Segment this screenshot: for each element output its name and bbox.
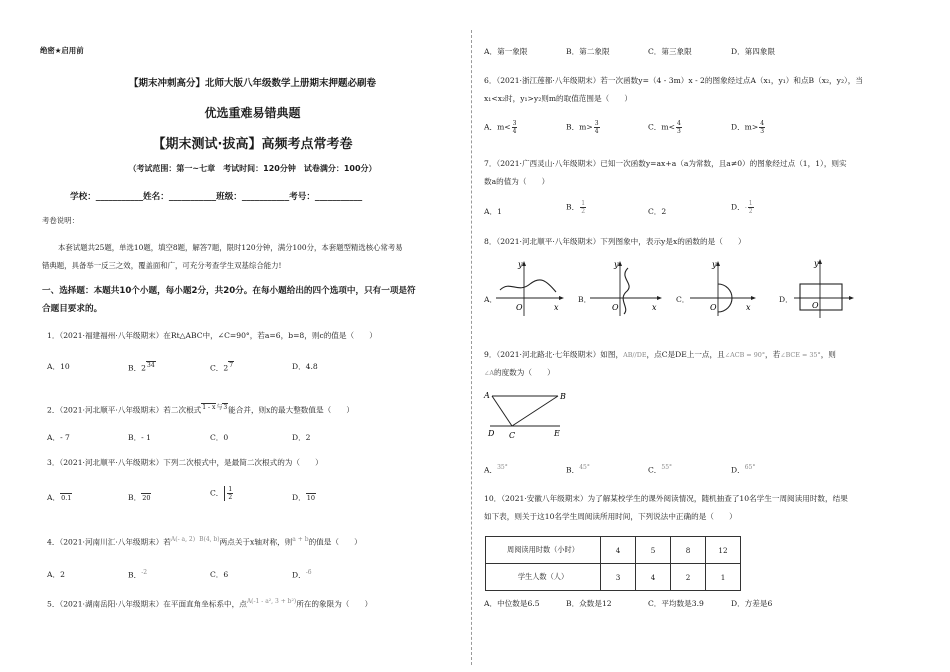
table-row [486, 537, 741, 564]
q10-option-c: C．平均数是3.9 [648, 599, 704, 608]
q4-expression: a + b [292, 536, 309, 543]
question-1-stem: 1．（2021·福建福州·八年级期末）在Rt△ABC中，∠C=90°，若a=6，b=8，则c的值是（ ） [47, 331, 377, 340]
question-3-stem: 3．（2021·河北顺平·八年级期末）下列二次根式中，是最简二次根式的为（ ） [47, 458, 323, 467]
q9-option-b: B．$^{45^\circ}$ [566, 464, 590, 475]
q9-label-b: B [560, 392, 566, 401]
q8-c-y-label: y [712, 260, 717, 269]
q1-option-c: C．27 [210, 362, 234, 373]
exam-title-line: 【期末冲刺高分】北师大版八年级数学上册期末押题必刷卷 [128, 78, 376, 89]
q8-option-a: A． [484, 295, 498, 304]
q6-option-d: D．m> $\frac{4}{3}$ [731, 120, 765, 135]
q4-option-c: C．6 [210, 570, 229, 579]
table-cell: 4 [636, 564, 671, 591]
column-divider [471, 30, 472, 665]
question-7-line2: 数a的值为（ ） [484, 177, 550, 186]
q9-label-c: C [509, 431, 516, 440]
exam-info: （考试范围：第一~七章 考试时间：120分钟 试卷满分：100分） [128, 164, 377, 173]
question-2-stem: 2．（2021·河北顺平·八年级期末）若二次根式$1 - x^与3$能合并，则x的最大整数值是（ ） [47, 404, 354, 415]
q5-option-b: B．第二象限 [566, 47, 610, 56]
q9-option-a: A．$^{35^\circ}$ [484, 464, 508, 475]
q8-b-x-label: x [652, 303, 657, 312]
section1-heading-line2: 合题目要求的。 [42, 304, 103, 314]
q10-option-a: A．中位数是6.5 [484, 599, 540, 608]
q9-option-d: D．$^{65^\circ}$ [731, 464, 756, 475]
question-5-stem: 5．（2021·湖南岳阳·八年级期末）在平面直角坐标系中，点$^{A(-1 - a^2, 3 + b^2)}$所在的象限为（ ） [47, 598, 373, 609]
question-6-line2: x₁<x₂时，y₁>y₂则m的取值范围是（ ） [484, 94, 632, 103]
q8-graph-c [688, 258, 760, 318]
notes-title: 考卷说明： [42, 216, 79, 225]
q4-point-b: B(4, b) [199, 536, 220, 543]
table-cell: 12 [706, 537, 741, 564]
q4-option-b: B．$^{-2}$ [128, 569, 148, 580]
q5-point: A(-1 - a², 3 + b²) [246, 598, 297, 605]
q10-option-d: D．方差是6 [731, 599, 773, 608]
q3-option-a: A．0.1 [47, 493, 72, 502]
q9-figure [482, 386, 568, 440]
q7-option-c: C．2 [648, 207, 667, 216]
exam-subtitle: 优选重难易错典题 [204, 106, 301, 120]
q8-option-d: D． [779, 295, 793, 304]
q7-option-d: D．- $\frac{1}{2}$ [731, 200, 753, 215]
notes-body-line1: 本套试题共25题，单选10题，填空8题，解答7题，限时120分钟，满分100分，本套题型精选核心常考易 [58, 243, 403, 252]
q5-option-a: A．第一象限 [484, 47, 528, 56]
table-cell: 2 [671, 564, 706, 591]
q4-option-d: D．$^{-6}$ [292, 569, 312, 580]
q6-option-a: A．m< $\frac{3}{4}$ [484, 120, 517, 135]
notes-body-line2: 错典题，具备举一反三之效，覆盖面和广，可充分考查学生双基综合能力! [42, 261, 282, 270]
question-10-line1: 10．（2021·安徽八年级期末）为了解某校学生的课外阅读情况，随机抽查了10名学生一周阅读用时数，结果 [484, 494, 848, 503]
section1-heading-line1: 一、选择题：本题共10个小题，每小题2分，共20分。在每小题给出的四个选项中，只有一项是符 [42, 286, 416, 296]
table-cell: 8 [671, 537, 706, 564]
q1-option-d: D．4.8 [292, 362, 318, 371]
question-8-stem: 8．（2021·河北顺平·八年级期末）下列图象中，表示y是x的函数的是（ ） [484, 237, 746, 246]
q1-option-a: A．10 [47, 362, 70, 371]
q8-a-origin-label: O [516, 303, 523, 312]
q4-point-a: A(- a, 2) [170, 536, 196, 543]
q8-b-origin-label: O [612, 303, 619, 312]
q3-option-d: D．10 [292, 493, 315, 502]
q8-a-x-label: x [554, 303, 559, 312]
secret-label: 绝密★启用前 [40, 46, 84, 55]
q8-d-y-label: y [814, 259, 819, 268]
q2-option-a: A．- 7 [47, 433, 70, 442]
q3-option-c: C． $\frac{1}{2}$ [210, 486, 233, 501]
q4-option-a: A．2 [47, 570, 65, 579]
student-fill-line: 学校：___________姓名：___________班级：___________考号：___________ [70, 192, 363, 202]
exam-main-title: 【期末测试·拔高】高频考点常考卷 [152, 137, 353, 152]
q8-b-y-label: y [614, 260, 619, 269]
q5-option-c: C．第三象限 [648, 47, 692, 56]
table-cell-row2-label: 学生人数（人） [486, 564, 601, 591]
q9-label-e: E [554, 429, 560, 438]
q6-option-b: B．m> $\frac{3}{4}$ [566, 120, 599, 135]
q9-label-d: D [488, 429, 495, 438]
q8-option-b: B． [578, 295, 592, 304]
q2-option-b: B．- 1 [128, 433, 151, 442]
q7-option-a: A．1 [484, 207, 502, 216]
table-cell-row1-label: 周阅读用时数（小时） [486, 537, 601, 564]
question-9-line2: ∠A的度数为（ ） [484, 368, 555, 377]
q7-option-b: B． $\frac{1}{2}$ [566, 200, 586, 215]
q8-graph-b [588, 258, 666, 318]
table-cell: 4 [601, 537, 636, 564]
q1-option-c-radical: 7 [229, 362, 234, 369]
question-10-line2: 如下表，则关于这10名学生周阅读所用时间，下列说法中正确的是（ ） [484, 512, 737, 521]
question-6-line1: 6．（2021·浙江莲都·八年级期末）若一次函数y=（4 - 3m）x - 2的图象经过点A（x₁，y₁）和点B（x₂，y₂），当 [484, 76, 863, 85]
q8-c-origin-label: O [710, 303, 717, 312]
table-cell: 5 [636, 537, 671, 564]
q10-reading-table [485, 536, 741, 591]
table-cell: 1 [706, 564, 741, 591]
q2-radical-2: 3 [223, 404, 228, 411]
q8-graph-d [792, 256, 856, 320]
q10-option-b: B．众数是12 [566, 599, 612, 608]
q9-label-a: A [484, 391, 490, 400]
question-9-line1: 9．（2021·河北路北·七年级期末）如图，AB//DE，点C是DE上一点，且∠ACB = 90°，若∠BCE = 35°，则 [484, 350, 836, 359]
q8-c-x-label: x [746, 303, 751, 312]
q8-graph-a [494, 258, 566, 318]
q2-option-d: D．2 [292, 433, 311, 442]
q6-option-c: C．m< $\frac{4}{3}$ [648, 120, 681, 135]
q3-option-b: B．20 [128, 493, 151, 502]
q8-d-origin-label: O [812, 301, 819, 310]
question-7-line1: 7．（2021·广西灵山·八年级期末）已知一次函数y=ax+a（a为常数，且a≠0）的图象经过点（1，1），则实 [484, 159, 847, 168]
q1-option-b: B．234 [128, 362, 155, 373]
q3-option-c-fraction: $\frac{1}{2}$ [224, 486, 233, 501]
q2-radical-1: 1 - x [202, 404, 216, 411]
q9-option-c: C．$^{55^\circ}$ [648, 464, 673, 475]
table-cell: 3 [601, 564, 636, 591]
q1-option-b-radical: 34 [147, 362, 155, 369]
q2-option-c: C．0 [210, 433, 229, 442]
q8-option-c: C． [676, 295, 690, 304]
q8-a-y-label: y [518, 260, 523, 269]
q5-option-d: D．第四象限 [731, 47, 776, 56]
question-4-stem: 4．（2021·河南川汇·八年级期末）若$^{A(- a, 2)}$ $^{B(4, b)}$两点关于x轴对称，则$^{a + b}$的值是（ ） [47, 536, 362, 547]
table-row [486, 564, 741, 591]
